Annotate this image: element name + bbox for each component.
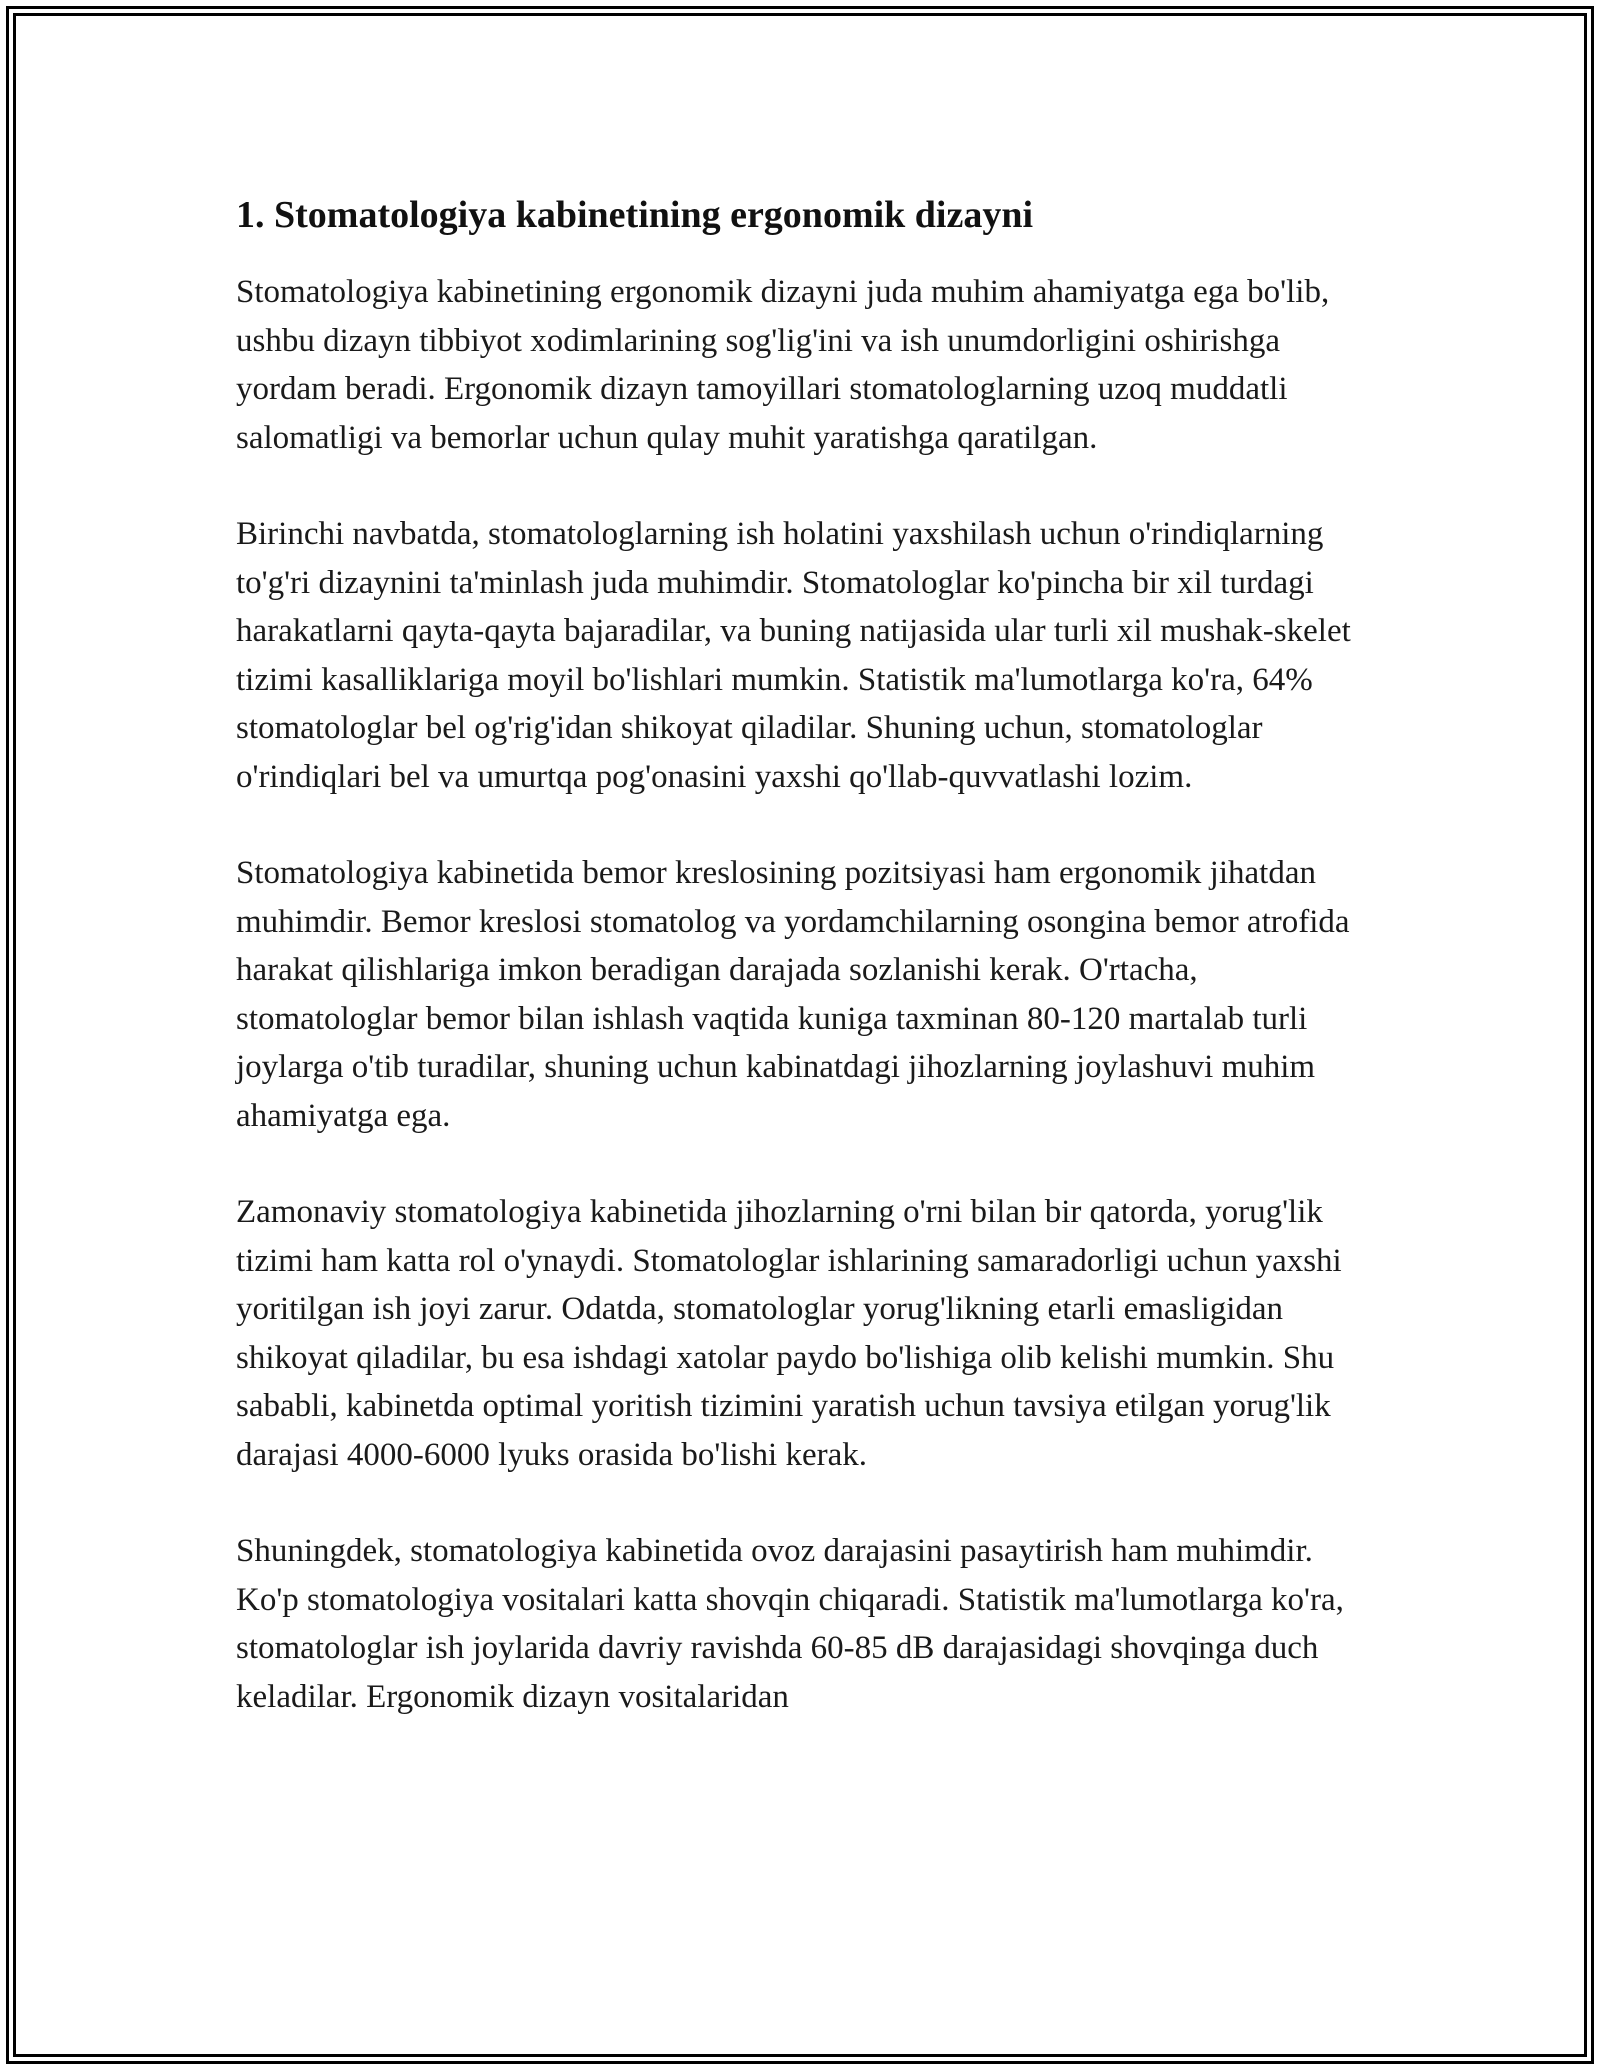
document-body [236,190,1366,1769]
paragraph-4: Zamonaviy stomatologiya kabinetida jihozlarning o'rni bilan bir qatorda, yorug'lik tizimi ham katta rol o'ynaydi. Stomatologlar ishlarining samaradorligi uchun yaxshi yoritilgan ish joyi zarur. Odatda, stomatologlar yorug'likning etarli emasligidan shikoyat qiladilar, bu esa ishdagi xatolar paydo bo'lishiga olib kelishi mumkin. Shu sababli, kabinetda optimal yoritish tizimini yaratish uchun tavsiya etilgan yorug'lik darajasi 4000-6000 lyuks orasida bo'lishi kerak. [236,1194,1342,1473]
paragraph-3: Stomatologiya kabinetida bemor kreslosining pozitsiyasi ham ergonomik jihatdan muhimdir. Bemor kreslosi stomatolog va yordamchilarning osongina bemor atrofida harakat qilishlariga imkon beradigan darajada sozlanishi kerak. O'rtacha, stomatologlar bemor bilan ishlash vaqtida kuniga taxminan 80-120 martalab turli joylarga o'tib turadilar, shuning uchun kabinatdagi jihozlarning joylashuvi muhim ahamiyatga ega. [236,855,1350,1134]
paragraph-5: Shuningdek, stomatologiya kabinetida ovoz darajasini pasaytirish ham muhimdir. Ko'p stomatologiya vositalari katta shovqin chiqaradi. Statistik ma'lumotlarga ko'ra, stomatologlar ish joylarida davriy ravishda 60-85 dB darajasidagi shovqinga duch keladilar. Ergonomik dizayn vositalaridan [236,1533,1344,1715]
section-heading: 1. Stomatologiya kabinetining ergonomik dizayni [236,194,1034,236]
paragraph-2: Birinchi navbatda, stomatologlarning ish holatini yaxshilash uchun o'rindiqlarning to'g'ri dizaynini ta'minlash juda muhimdir. Stomatologlar ko'pincha bir xil turdagi harakatlarni qayta-qayta bajaradilar, va buning natijasida ular turli xil mushak-skelet tizimi kasalliklariga moyil bo'lishlari mumkin. Statistik ma'lumotlarga ko'ra, 64% stomatologlar bel og'rig'idan shikoyat qiladilar. Shuning uchun, stomatologlar o'rindiqlari bel va umurtqa pog'onasini yaxshi qo'llab-quvvatlashi lozim. [236,516,1351,795]
paragraph-1: Stomatologiya kabinetining ergonomik dizayni juda muhim ahamiyatga ega bo'lib, ushbu dizayn tibbiyot xodimlarining sog'lig'ini va ish unumdorligini oshirishga yordam beradi. Ergonomik dizayn tamoyillari stomatologlarning uzoq muddatli salomatligi va bemorlar uchun qulay muhit yaratishga qaratilgan. [236,274,1330,456]
